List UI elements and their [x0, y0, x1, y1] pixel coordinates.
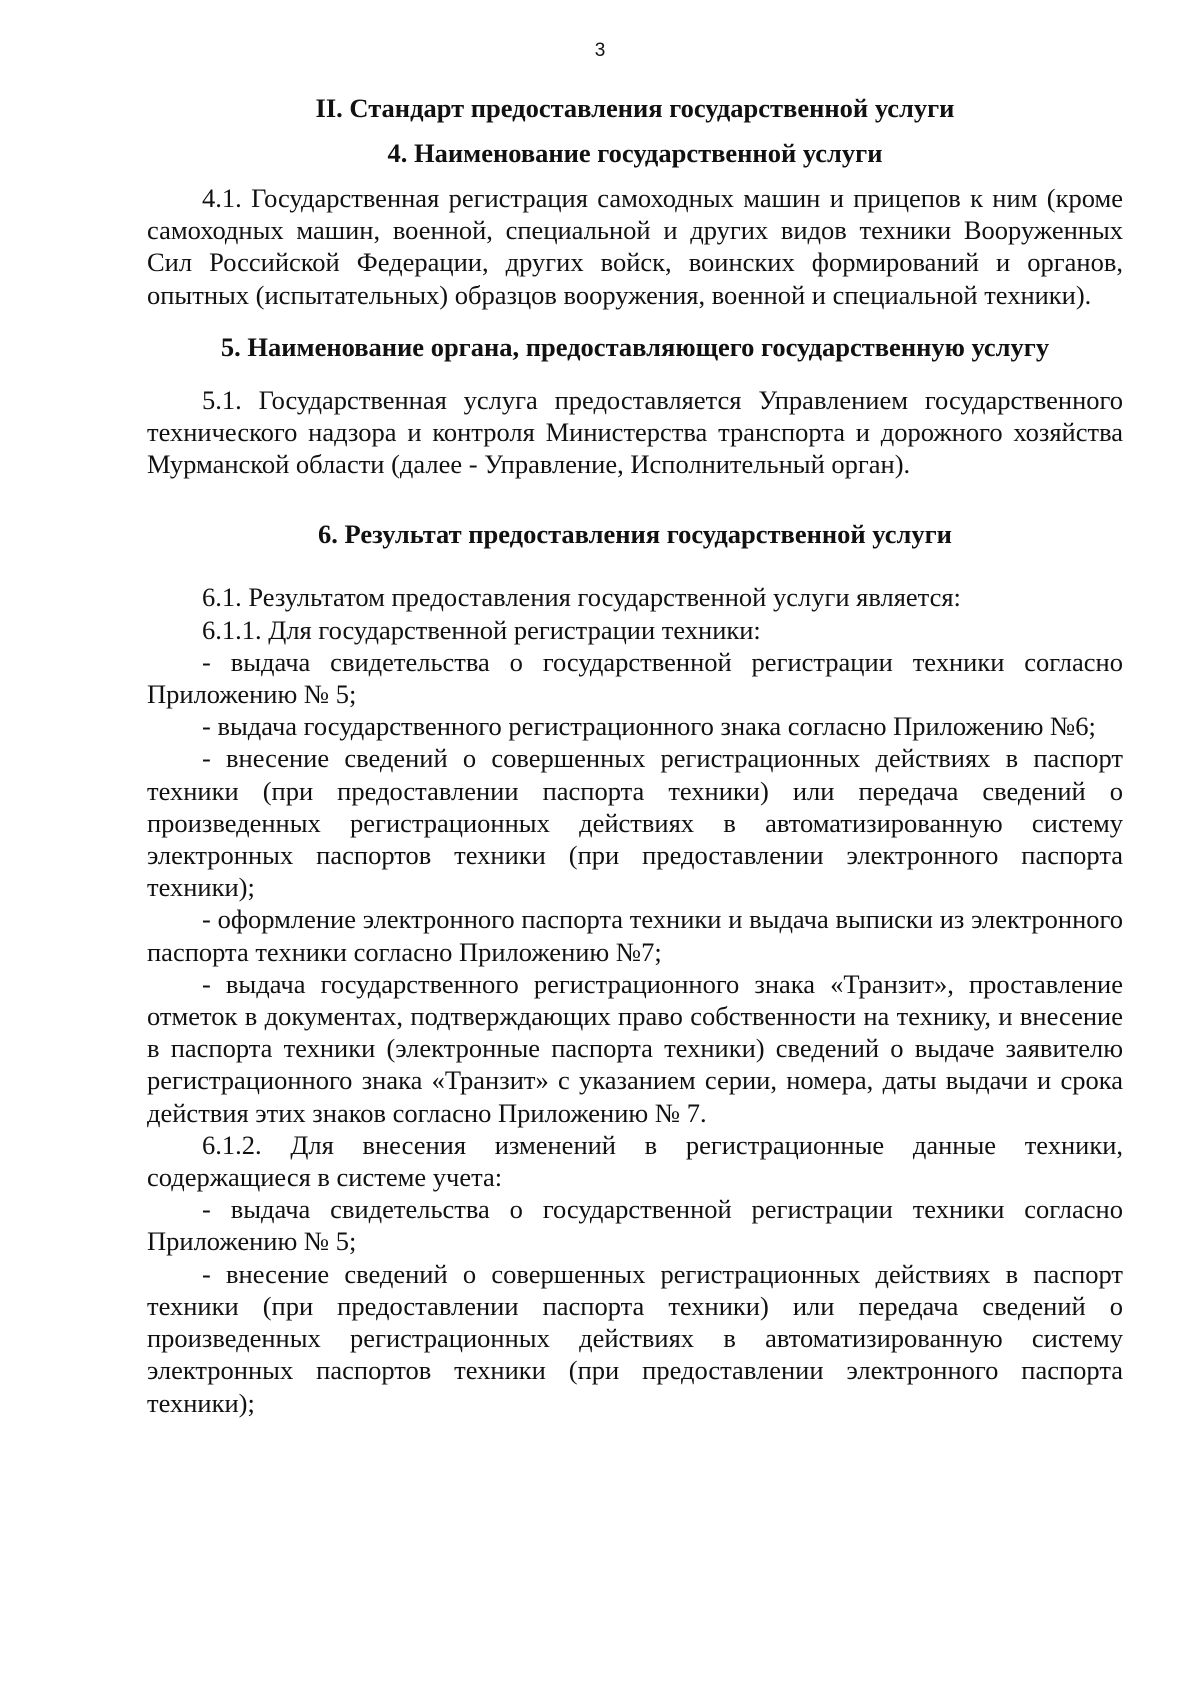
section-title: II. Стандарт предоставления государственной услуги [315, 93, 955, 123]
list-item-transit-sign: - выдача государственного регистрационного знака «Транзит», проставление отметок в документах, подтверждающих право собственности на технику, и внесение в паспорта техники (электронные паспорта техники) сведений о выдаче заявителю регистрационного знака «Транзит» с указанием серии, номера, даты выдачи и срока действия этих знаков согласно Приложению № 7. [147, 968, 1123, 1128]
list-item-certificate-2: - выдача свидетельства о государственной регистрации техники согласно Приложению № 5; [147, 1194, 1123, 1257]
list-item-reg-sign: - выдача государственного регистрационного знака согласно Приложению №6; [202, 711, 1096, 742]
paragraph-6-1-2: 6.1.2. Для внесения изменений в регистрационные данные техники, содержащиеся в системе учета: [147, 1129, 1123, 1193]
list-item-passport-info-2: - внесение сведений о совершенных регистрационных действиях в паспорт техники (при предоставлении паспорта техники) или передача сведений о произведенных регистрационных действиях в автоматизированную систему электронных паспортов техники (при предоставлении электронного паспорта техники); [147, 1258, 1123, 1418]
list-item-electronic-passport: - оформление электронного паспорта техники и выдача выписки из электронного паспорта техники согласно Приложению №7; [147, 904, 1123, 967]
paragraph-5-1: 5.1. Государственная услуга предоставляется Управлением государственного технического надзора и контроля Министерства транспорта и дорожного хозяйства Мурманской области (далее - Управление, Исполнительный орган). [147, 384, 1123, 480]
paragraph-6-1-1: 6.1.1. Для государственной регистрации техники: [202, 614, 761, 645]
subsection-6-title: 6. Результат предоставления государственной услуги [318, 519, 952, 550]
paragraph-6-1: 6.1. Результатом предоставления государственной услуги является: [202, 582, 961, 613]
subsection-4-title: 4. Наименование государственной услуги [387, 138, 883, 168]
list-item-passport-info: - внесение сведений о совершенных регистрационных действиях в паспорт техники (при предоставлении паспорта техники) или передача сведений о произведенных регистрационных действиях в автоматизированную систему электронных паспортов техники (при предоставлении электронного паспорта техники); [147, 743, 1123, 903]
subsection-5-title: 5. Наименование органа, предоставляющего государственную услугу [220, 331, 1050, 362]
paragraph-4-1: 4.1. Государственная регистрация самоходных машин и прицепов к ним (кроме самоходных машин, военной, специальной и других видов техники Вооруженных Сил Российской Федерации, других войск, воинских формирований и органов, опытных (испытательных) образцов вооружения, военной и специальной техники). [147, 183, 1123, 310]
page-number: 3 [594, 40, 606, 61]
list-item-certificate: - выдача свидетельства о государственной регистрации техники согласно Приложению № 5; [147, 646, 1123, 710]
document-body [147, 92, 1123, 1419]
